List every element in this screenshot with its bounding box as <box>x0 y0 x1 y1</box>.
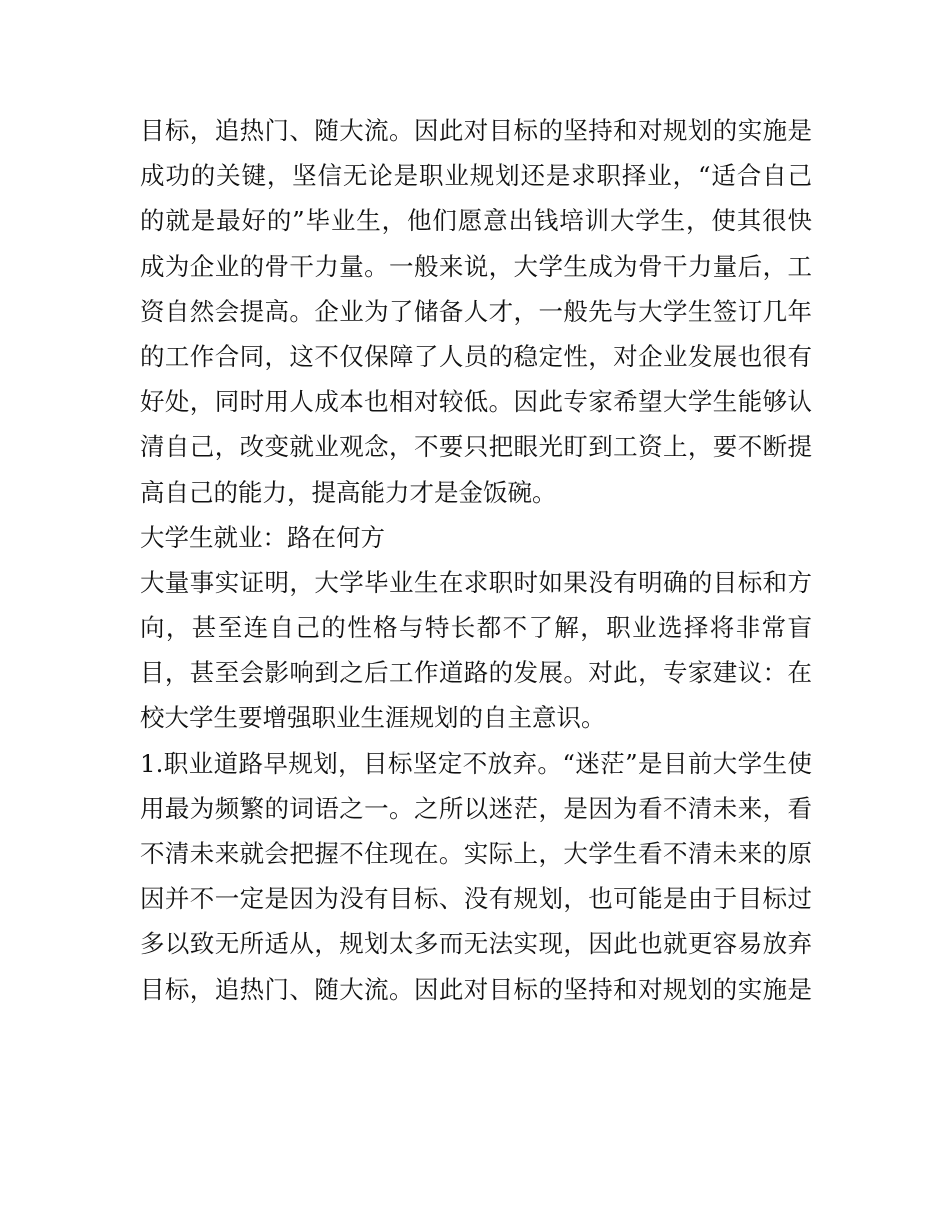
text-line: 校大学生要增强职业生涯规划的自主意识。 <box>140 703 606 733</box>
section-heading: 大学生就业：路在何方 <box>140 522 385 552</box>
text-line: 因并不一定是因为没有目标、没有规划，也可能是由于目标过 <box>140 884 812 914</box>
text-line: 不清未来就会把握不住现在。实际上，大学生看不清未来的原 <box>140 839 812 868</box>
document-body <box>140 108 812 1012</box>
text-line: 用最为频繁的词语之一。之所以迷茫，是因为看不清未来，看 <box>140 793 812 823</box>
text-line: 向，甚至连自己的性格与特长都不了解，职业选择将非常盲 <box>140 613 812 643</box>
text-line: 目标，追热门、随大流。因此对目标的坚持和对规划的实施是 <box>140 116 812 145</box>
text-line: 成功的关键，坚信无论是职业规划还是求职择业，“适合自己 <box>140 161 812 191</box>
text-line: 高自己的能力，提高能力才是金饭碗。 <box>140 477 557 507</box>
text-line: 资自然会提高。企业为了储备人才，一般先与大学生签订几年 <box>140 296 812 326</box>
text-line: 目，甚至会影响到之后工作道路的发展。对此，专家建议：在 <box>140 658 812 688</box>
text-line: 1.职业道路早规划，目标坚定不放弃。“迷茫”是目前大学生使 <box>140 748 812 778</box>
text-line: 清自己，改变就业观念，不要只把眼光盯到工资上，要不断提 <box>140 432 812 462</box>
text-line: 成为企业的骨干力量。一般来说，大学生成为骨干力量后，工 <box>140 251 812 281</box>
text-line: 多以致无所适从，规划太多而无法实现，因此也就更容易放弃 <box>140 929 812 959</box>
text-line: 的就是最好的”毕业生，他们愿意出钱培训大学生，使其很快 <box>140 206 812 236</box>
text-line: 大量事实证明，大学毕业生在求职时如果没有明确的目标和方 <box>140 567 812 597</box>
text-line: 好处，同时用人成本也相对较低。因此专家希望大学生能够认 <box>140 387 812 417</box>
text-line: 目标，追热门、随大流。因此对目标的坚持和对规划的实施是 <box>140 974 812 1004</box>
text-line: 的工作合同，这不仅保障了人员的稳定性，对企业发展也很有 <box>140 341 812 371</box>
